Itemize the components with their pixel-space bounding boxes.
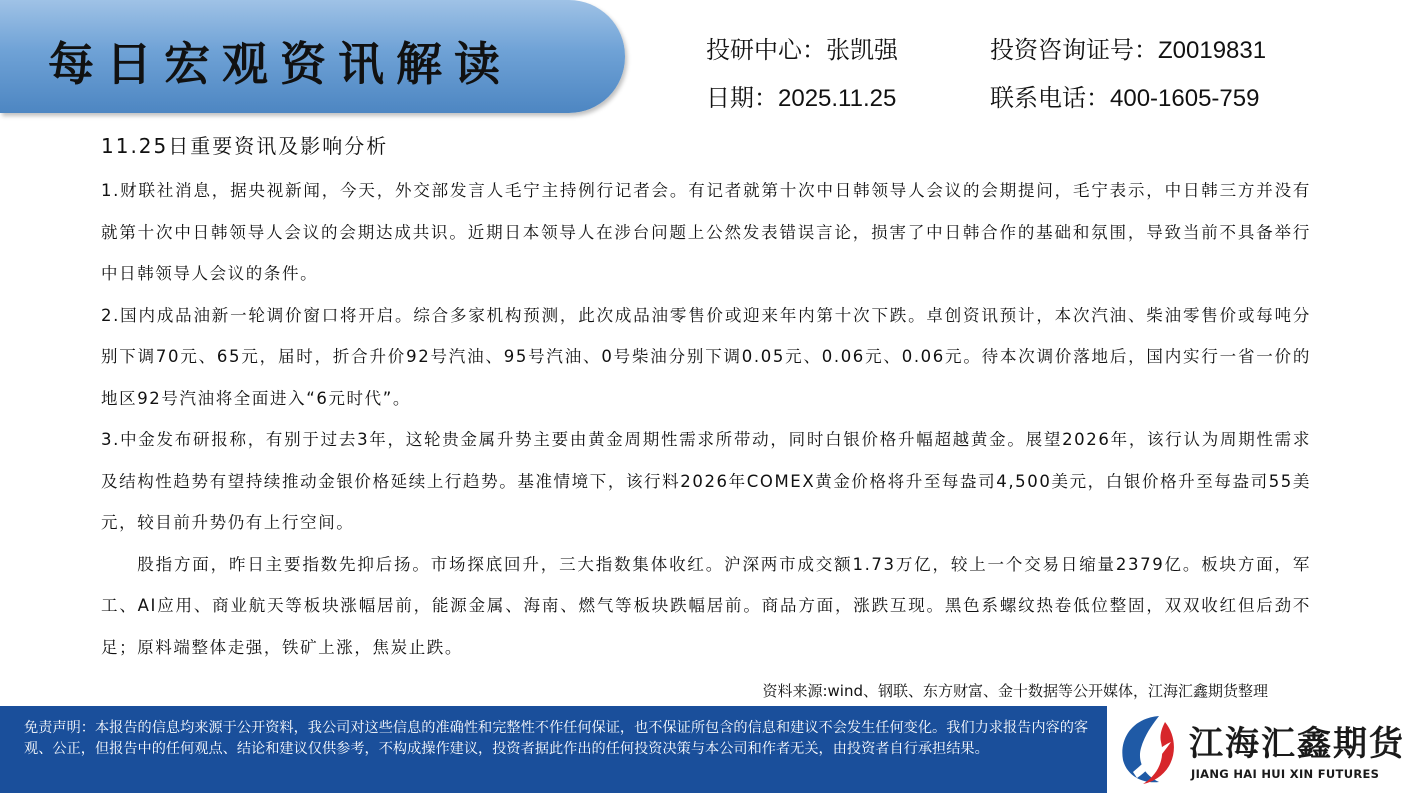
company-logo — [1107, 706, 1411, 793]
report-date: 2025.11.25 — [778, 85, 897, 112]
researcher-label: 投研中心： — [706, 37, 826, 64]
disclaimer-box — [0, 706, 1107, 793]
license-number: Z0019831 — [1158, 37, 1267, 64]
title-banner — [0, 0, 625, 113]
phone-label: 联系电话： — [990, 85, 1110, 112]
company-name-en: JIANG HAI HUI XIN FUTURES — [1191, 767, 1380, 781]
news-body — [101, 170, 1311, 668]
company-name-cn: 江海汇鑫期货 — [1189, 724, 1405, 764]
page-title: 每日宏观资讯解读 — [48, 37, 512, 91]
news-item-2: 2.国内成品油新一轮调价窗口将开启。综合多家机构预测，此次成品油零售价或迎来年内第十次下跌。卓创资讯预计，本次汽油、柴油零售价或每吨分别下调70元、65元，届时，折合升价92号汽油、95号汽油、0号柴油分别下调0.05元、0.06元、0.06元。待本次调价落地后，国内实行一省一价的地区92号汽油将全面进入“6元时代”。 — [101, 305, 1311, 408]
section-title: 11.25日重要资讯及影响分析 — [101, 134, 389, 158]
researcher-name: 张凯强 — [826, 37, 898, 64]
phone-number: 400-1605-759 — [1110, 85, 1260, 112]
date-info — [706, 78, 896, 113]
data-source-note: 资料来源:wind、钢联、东方财富、金十数据等公开媒体，江海汇鑫期货整理 — [762, 682, 1268, 700]
license-label: 投资咨询证号： — [990, 37, 1158, 64]
company-logo-icon — [1115, 712, 1185, 786]
license-info — [990, 30, 1266, 65]
researcher-info — [706, 30, 898, 65]
news-item-1: 1.财联社消息，据央视新闻，今天，外交部发言人毛宁主持例行记者会。有记者就第十次中日韩领导人会议的会期提问，毛宁表示，中日韩三方并没有就第十次中日韩领导人会议的会期达成共识。近期日本领导人在涉台问题上公然发表错误言论，损害了中日韩合作的基础和氛围，导致当前不具备举行中日韩领导人会议的条件。 — [101, 181, 1311, 283]
news-item-3: 3.中金发布研报称，有别于过去3年，这轮贵金属升势主要由黄金周期性需求所带动，同时白银价格升幅超越黄金。展望2026年，该行认为周期性需求及结构性趋势有望持续推动金银价格延续上行趋势。基准情境下，该行料2026年COMEX黄金价格将升至每盎司4,500美元，白银价格升至每盎司55美元，较目前升势仍有上行空间。 — [101, 430, 1311, 532]
disclaimer-text: 免责声明：本报告的信息均来源于公开资料，我公司对这些信息的准确性和完整性不作任何保证，也不保证所包含的信息和建议不会发生任何变化。我们力求报告内容的客观、公正，但报告中的任何观点、结论和建议仅供参考，不构成操作建议，投资者据此作出的任何投资决策与本公司和作者无关，由投资者自行承担结果。 — [24, 720, 1089, 757]
market-summary: 股指方面，昨日主要指数先抑后扬。市场探底回升，三大指数集体收红。沪深两市成交额1.73万亿，较上一个交易日缩量2379亿。板块方面，军工、AI应用、商业航天等板块涨幅居前，能源金属、海南、燃气等板块跌幅居前。商品方面，涨跌互现。黑色系螺纹热卷低位整固，双双收红但后劲不足；原料端整体走强，铁矿上涨，焦炭止跌。 — [101, 554, 1311, 657]
date-label: 日期： — [706, 85, 778, 112]
phone-info — [990, 78, 1259, 113]
